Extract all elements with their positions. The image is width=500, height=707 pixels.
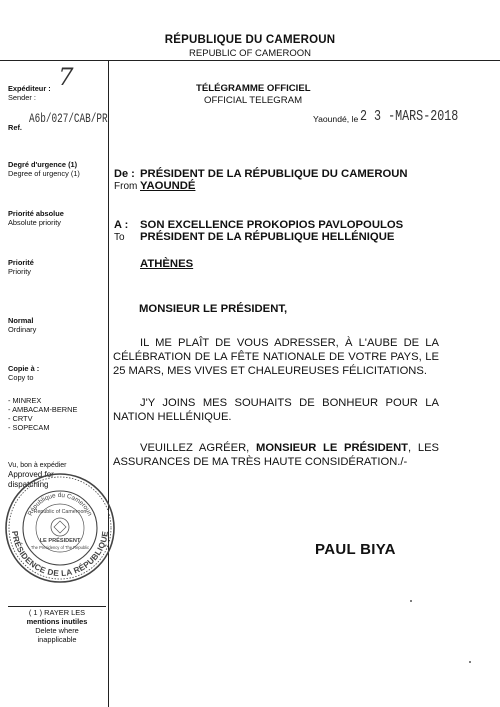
sender-handwritten-value: 7 [55,63,77,91]
footnote-divider [8,606,106,607]
date-place-label: Yaoundé, le [313,114,359,124]
normal-label [8,316,106,334]
copy-item: - SOPECAM [8,423,50,432]
approval-en-1: Approved for [8,470,54,479]
presidential-seal [2,470,118,586]
header-divider [0,60,500,61]
from-label-fr: De : [114,168,135,180]
to-line-2: PRÉSIDENT DE LA RÉPUBLIQUE HELLÉNIQUE [140,231,395,243]
republic-header-fr: RÉPUBLIQUE DU CAMEROUN [164,34,336,46]
priority-label [8,258,106,276]
seal-emblem-mark [54,521,66,533]
ref-label-text: Ref. [8,123,22,132]
sidebar-divider [108,61,109,707]
from-line-1: PRÉSIDENT DE LA RÉPUBLIQUE DU CAMEROUN [140,168,408,180]
absolute-priority-fr: Priorité absolue [8,209,64,218]
footnote-line-2: mentions inutiles [26,617,88,626]
footnote [8,608,106,644]
footnote-line-4: inapplicable [37,635,77,644]
to-line-1: SON EXCELLENCE PROKOPIOS PAVLOPOULOS [140,219,404,231]
urgency-label-fr: Degré d'urgence (1) [8,160,78,169]
seal-inner-text: République du Cameroun [26,491,94,518]
priority-en: Priority [8,267,31,276]
paragraph-3-start: VEUILLEZ AGRÉER, [140,442,256,454]
absolute-priority-label [8,209,106,227]
to-city: ATHÈNES [140,258,194,270]
priority-fr: Priorité [8,258,34,267]
scan-speck [410,600,412,602]
copy-list [8,396,106,432]
footnote-line-3: Delete where [35,626,79,635]
approval-fr: Vu, bon à expédier [8,462,67,469]
sender-label-fr: Expéditeur : [8,84,51,93]
to-label-fr: A : [114,219,129,231]
to-field-label [114,219,128,244]
seal-center-2: The Presidency of The Republic [30,545,90,550]
seal-outer-text: PRÉSIDENCE DE LA RÉPUBLIQUE [10,530,110,579]
from-label-en: From [114,181,138,192]
absolute-priority-en: Absolute priority [8,218,61,227]
paragraph-2: J'Y JOINS MES SOUHAITS DE BONHEUR POUR LA NATION HELLÉNIQUE. [113,397,439,423]
sender-label-en: Sender : [8,93,36,102]
republic-header-en: REPUBLIC OF CAMEROON [189,48,311,59]
copy-to-label [8,364,106,382]
from-field-label [114,168,137,193]
urgency-label-en: Degree of urgency (1) [8,169,80,178]
telegram-title-fr: TÉLÉGRAMME OFFICIEL [196,83,311,94]
copy-item: - AMBACAM-BERNE [8,405,78,414]
paragraph-3-addressee: MONSIEUR LE PRÉSIDENT [256,442,409,454]
paragraph-3-end: , LES ASSURANCES DE MA TRÈS HAUTE CONSIDÉRATION./- [113,442,439,468]
approval-en-2: dispatching [8,480,49,489]
normal-en: Ordinary [8,325,37,334]
footnote-line-1: ( 1 ) RAYER LES [28,608,86,617]
scan-speck [469,661,471,663]
normal-fr: Normal [8,316,34,325]
copy-item: - MINREX [8,396,42,405]
paragraph-1: IL ME PLAÎT DE VOUS ADRESSER, À L'AUBE DE LA CÉLÉBRATION DE LA FÊTE NATIONALE DE VOTRE PAYS, LE 25 MARS, MES VIVES ET CHALEUREUSES FÉLICITATIONS. [113,337,439,377]
telegram-title-en: OFFICIAL TELEGRAM [204,95,303,106]
copy-item: - CRTV [8,414,33,423]
copy-to-en: Copy to [8,373,34,382]
paragraph-3 [113,441,439,469]
salutation: MONSIEUR LE PRÉSIDENT, [139,303,288,315]
seal-center-1: LE PRÉSIDENT [39,538,81,544]
copy-to-fr: Copie à : [8,364,40,373]
date-stamp-value: 2 3 -MARS-2018 [360,108,459,125]
ref-handwritten-value: A6b/027/CAB/PR [29,111,108,126]
seal-inner-en: Republic of Cameroon [33,509,87,515]
urgency-label [8,160,106,178]
signature-name: PAUL BIYA [315,541,396,558]
to-label-en: To [114,232,125,243]
from-line-2: YAOUNDÉ [140,180,196,192]
